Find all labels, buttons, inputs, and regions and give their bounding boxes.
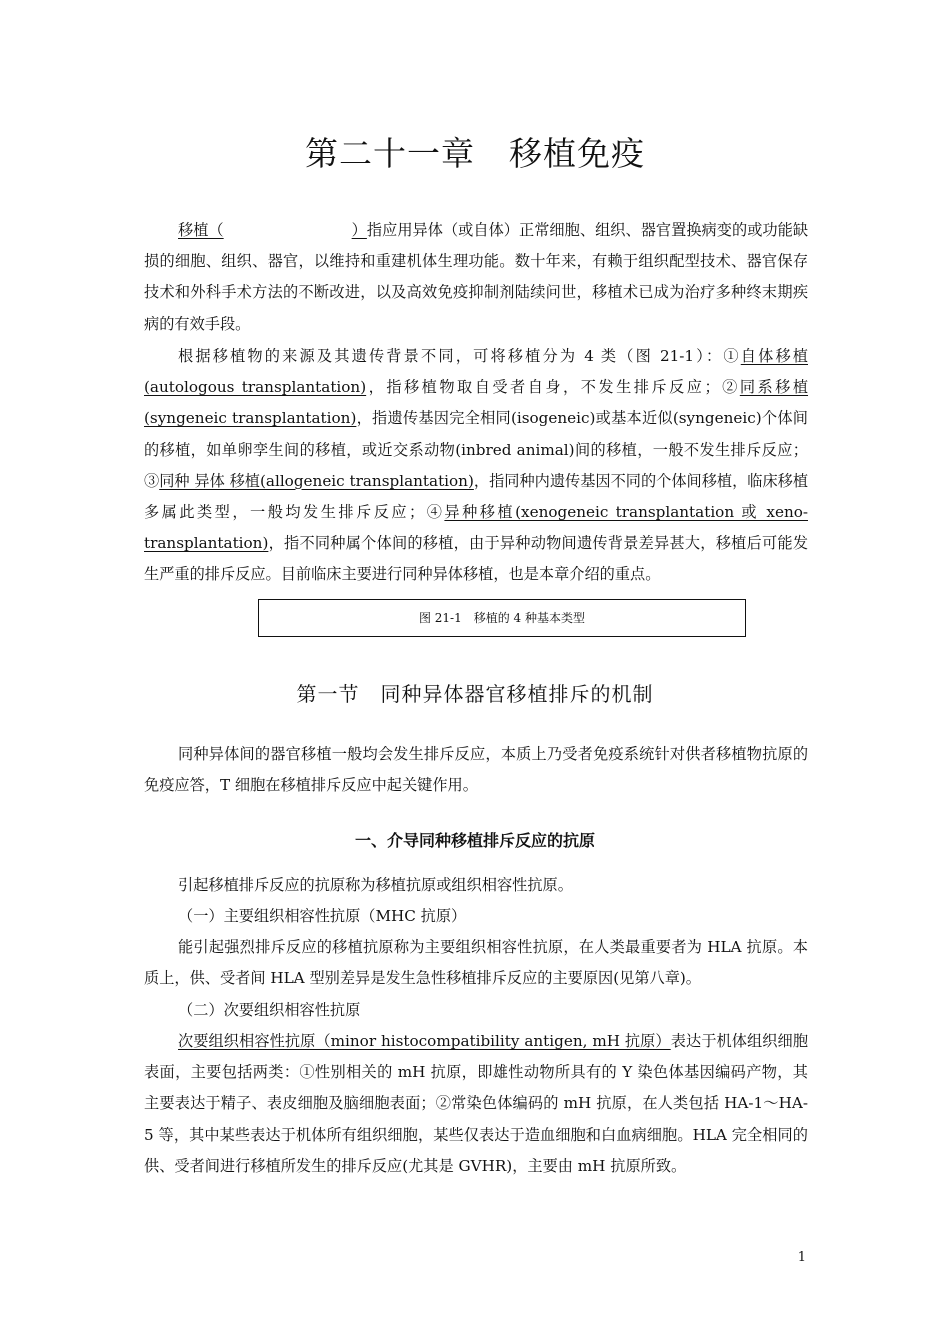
intro-text: 指应用异体（或自体）正常细胞、组织、器官置换病变的或功能缺损的细胞、组织、器官，以维持和重建机体生理功能。数十年来，有赖于组织配型技术、器官保存技术和外科手术方法的不断改进，以及高效免疫抑制剂陆续问世，移植术已成为治疗多种终末期疾病的有效手段。 bbox=[144, 221, 809, 333]
page-number: 1 bbox=[797, 1250, 806, 1265]
figure-placeholder bbox=[258, 599, 746, 637]
mhc-heading: （一）主要组织相容性抗原（MHC 抗原） bbox=[178, 907, 467, 925]
section-title: 第一节 同种异体器官移植排斥的机制 bbox=[296, 682, 654, 706]
minor-heading: （二）次要组织相容性抗原 bbox=[178, 1001, 361, 1019]
minor-antigen-term: 次要组织相容性抗原（minor histocompatibility antigen, mH 抗原） bbox=[178, 1032, 671, 1050]
type-xenogeneic: 异种移植(xenogeneic transplantation 或 xeno-transplantation) bbox=[144, 503, 808, 553]
intro-paragraph bbox=[144, 215, 808, 340]
type-syngeneic: 同系移植(syngeneic transplantation) bbox=[144, 378, 809, 428]
section-intro: 同种异体间的器官移植一般均会发生排斥反应，本质上乃受者免疫系统针对供者移植物抗原的免疫应答，T 细胞在移植排斥反应中起关键作用。 bbox=[144, 745, 808, 795]
antigen-intro: 引起移植排斥反应的抗原称为移植抗原或组织相容性抗原。 bbox=[178, 876, 573, 894]
chapter-title: 第二十一章 移植免疫 bbox=[305, 134, 645, 173]
types-paragraph: 根据移植物的来源及其遗传背景不同，可将移植分为 4 类（图 21-1）：①自体移植(autologous transplantation)，指移植物取自受者自身，不发生排斥反应；②同系移植(syngeneic transplantation)，指遗传基因完全相同(isogeneic)或基本近似(syngeneic)个体间的移植，如单卵孪生间的移植，或近交系动物(inbred animal)间的移植，一般不发生排斥反应；③同种 异体 移植(allogeneic transplantation)，指同种内遗传基因不同的个体间移植，临床移植多属此类型，一般均发生排斥反应；④异种移植(xenogeneic transplantation 或 xeno-transplantation)，指不同种属个体间的移植，由于异种动物间遗传背景差异甚大，移植后可能发生严重的排斥反应。目前临床主要进行同种异体移植，也是本章介绍的重点。 bbox=[144, 347, 809, 584]
figure-caption: 图 21-1 移植的 4 种基本类型 bbox=[418, 611, 586, 625]
transplant-term: 移植（ ） bbox=[178, 221, 367, 239]
type-autologous: 自体移植(autologous transplantation) bbox=[144, 347, 808, 397]
mhc-paragraph: 能引起强烈排斥反应的移植抗原称为主要组织相容性抗原，在人类最重要者为 HLA 抗原。本质上，供、受者间 HLA 型别差异是发生急性移植排斥反应的主要原因(见第八章)。 bbox=[144, 938, 808, 988]
type-allogeneic: 同种 异体 移植(allogeneic transplantation) bbox=[159, 471, 474, 490]
subsection-title: 一、介导同种移植排斥反应的抗原 bbox=[354, 831, 595, 850]
minor-paragraph: 次要组织相容性抗原（minor histocompatibility antigen, mH 抗原）表达于机体组织细胞表面，主要包括两类：①性别相关的 mH 抗原，即雄性动物所具有的 Y 染色体基因编码产物，其主要表达于精子、表皮细胞及脑细胞表面；②常染色体编码的 mH 抗原，在人类包括 HA-1～HA-5 等，其中某些表达于机体所有组织细胞，某些仅表达于造血细胞和白血病细胞。HLA 完全相同的供、受者间进行移植所发生的排斥反应(尤其是 GVHR)，主要由 mH 抗原所致。 bbox=[144, 1032, 809, 1175]
